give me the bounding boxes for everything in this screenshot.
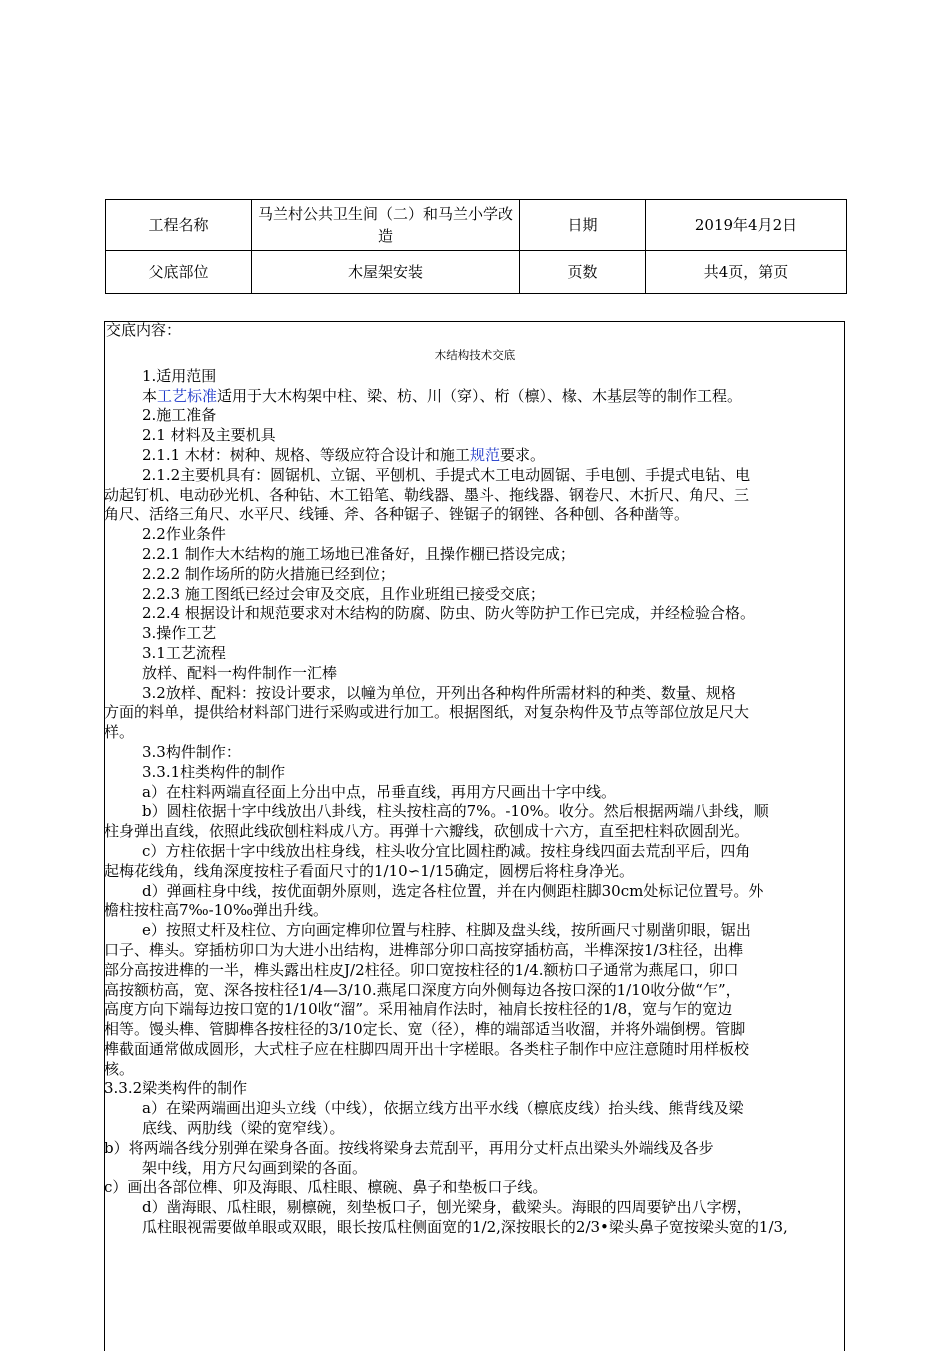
text-line: 3.3构件制作： (142, 742, 241, 761)
part-value: 木屋架安装 (252, 251, 520, 294)
text-line: 3.2放样、配料：按设计要求，以幢为单位，开列出各种构件所需材料的种类、数量、规格 (142, 683, 736, 702)
header-row-1 (106, 200, 847, 251)
text-line: d）弹画柱身中线，按优面朝外原则，选定各柱位置，并在内侧距柱脚30cm处标记位置号。外 (142, 881, 764, 900)
text-line: b）将两端各线分别弹在梁身各面。按线将梁身去荒刮平，再用分丈杆点出梁头外端线及各步 (104, 1138, 714, 1157)
text-line: 榫截面通常做成圆形，大式柱子应在柱脚四周开出十字槎眼。各类柱子制作中应注意随时用样板校 (104, 1039, 750, 1058)
text-line: 2.施工准备 (142, 406, 217, 425)
text-line: c）画出各部位榫、卯及海眼、瓜柱眼、檩碗、鼻子和垫板口子线。 (104, 1178, 548, 1197)
text-line: c）方柱依据十字中线放出柱身线，柱头收分宜比圆柱酌减。按柱身线四面去荒刮平后，四角 (142, 841, 751, 860)
text-line: 起梅花线角，线角深度按柱子看面尺寸的1/10∽1/15确定，圆楞后将柱身净光。 (104, 861, 634, 880)
text-line: 2.2.3 施工图纸已经过会审及交底，且作业班组已接受交底； (142, 584, 545, 603)
text-line: 部分高按进榫的一半，榫头露出柱皮J/2柱径。卯口宽按柱径的1/4.额枋口子通常为燕尾口，卯口 (104, 960, 739, 979)
text-line: 2.1.1 木材：树种、规格、等级应符合设计和施工规范要求。 (142, 445, 545, 464)
text-line: 3.1工艺流程 (142, 643, 226, 662)
text-line: 瓜柱眼视需要做单眼或双眼，眼长按瓜柱侧面宽的1/2,深按眼长的2/3•梁头鼻子宽按梁头宽的1/3, (142, 1218, 788, 1237)
text-line: 方面的料单，提供给材料部门进行采购或进行加工。根据图纸，对复杂构件及节点等部位放足尺大 (104, 703, 750, 722)
text-line: 架中线，用方尺勾画到梁的各面。 (142, 1158, 368, 1177)
text-line: 放样、配料一构件制作一汇棒 (142, 663, 338, 682)
text-line: 2.1 材料及主要机具 (142, 426, 276, 445)
text-line: d）凿海眼、瓜柱眼，剔檩碗，刻垫板口子，刨光梁身，截梁头。海眼的四周要铲出八字楞， (142, 1198, 752, 1217)
text-line: 2.2.1 制作大木结构的施工场地已准备好，且操作棚已搭设完成； (142, 544, 575, 563)
text-line: 角尺、活络三角尺、水平尺、线锤、斧、各种锯子、锉锯子的钢锉、各种刨、各种凿等。 (104, 505, 690, 524)
project-value: 马兰村公共卫生间（二）和马兰小学改造 (252, 200, 520, 251)
doc-title: 木结构技术交底 (434, 347, 516, 362)
text-line: 本工艺标准适用于大木构架中柱、梁、枋、川（穿）、桁（檩）、椽、木基层等的制作工程。 (142, 386, 743, 405)
text-line: 2.2作业条件 (142, 525, 226, 544)
text-line: 2.2.2 制作场所的防火措施已经到位； (142, 564, 395, 583)
text-line: 1.适用范围 (142, 366, 217, 385)
part-label: 父底部位 (106, 251, 252, 294)
text-line: 3.操作工艺 (142, 624, 217, 643)
text-line: 动起钉机、电动砂光机、各种钻、木工铅笔、勒线器、墨斗、拖线器、钢卷尺、木折尺、角尺、三 (104, 485, 750, 504)
text-line: 2.2.4 根据设计和规范要求对木结构的防腐、防虫、防火等防护工作已完成，并经检验合格。 (142, 604, 755, 623)
date-label: 日期 (520, 200, 646, 251)
pages-value: 共4页，第页 (646, 251, 847, 294)
content-body (104, 321, 846, 1238)
text-line: 柱身弹出直线，依照此线砍刨柱料成八方。再弹十六瓣线，砍刨成十六方，直至把柱料砍圆刮光。 (104, 822, 750, 841)
text-line: 样。 (104, 723, 135, 742)
header-table (105, 199, 847, 294)
text-line: 相等。馒头榫、管脚榫各按柱径的3/10定长、宽（径），榫的端部适当收溜，并将外端倒楞。管脚 (104, 1020, 746, 1039)
text-line: 底线、两肋线（梁的宽窄线）。 (142, 1119, 345, 1138)
link-gongyi-biaozhun[interactable]: 工艺标准 (157, 386, 218, 405)
text-line: 檐柱按柱高7‰-10‰弹出升线。 (104, 901, 328, 920)
text-line: e）按照丈杆及柱位、方向画定榫卯位置与柱脖、柱脚及盘头线，按所画尺寸剔凿卯眼，锯出 (142, 921, 751, 940)
text-line: b）圆柱依据十字中线放出八卦线，柱头按柱高的7%。-10%。收分。然后根据两端八卦线，顺 (142, 802, 769, 821)
pages-label: 页数 (520, 251, 646, 294)
text-line: 高度方向下端每边按口宽的1/10收“溜”。采用袖肩作法时，袖肩长按柱径的1/8，宽与乍的宽边 (104, 1000, 733, 1019)
text-line: 2.1.2主要机具有：圆锯机、立锯、平刨机、手提式木工电动圆锯、手电刨、手提式电钻、电 (142, 465, 751, 484)
text-line: 高按额枋高，宽、深各按柱径1/4—3/10.燕尾口深度方向外侧每边各按口深的1/10收分做“乍”， (104, 980, 741, 999)
text-line: 口子、榫头。穿插枋卯口为大进小出结构，进榫部分卯口高按穿插枋高，半榫深按1/3柱径，出榫 (104, 940, 744, 959)
date-value: 2019年4月2日 (646, 200, 847, 251)
content-label: 交底内容： (106, 321, 182, 339)
text-line: 3.3.2梁类构件的制作 (104, 1079, 248, 1098)
link-guifan[interactable]: 规范 (469, 445, 500, 464)
header-row-2 (106, 251, 847, 294)
text-line: a）在柱料两端直径面上分出中点，吊垂直线，再用方尺画出十字中线。 (142, 782, 616, 801)
project-label: 工程名称 (106, 200, 252, 251)
text-line: 3.3.1柱类构件的制作 (142, 762, 286, 781)
text-line: a）在梁两端画出迎头立线（中线），依据立线方出平水线（檩底皮线）抬头线、熊背线及梁 (142, 1099, 744, 1118)
text-line: 核。 (104, 1059, 135, 1078)
